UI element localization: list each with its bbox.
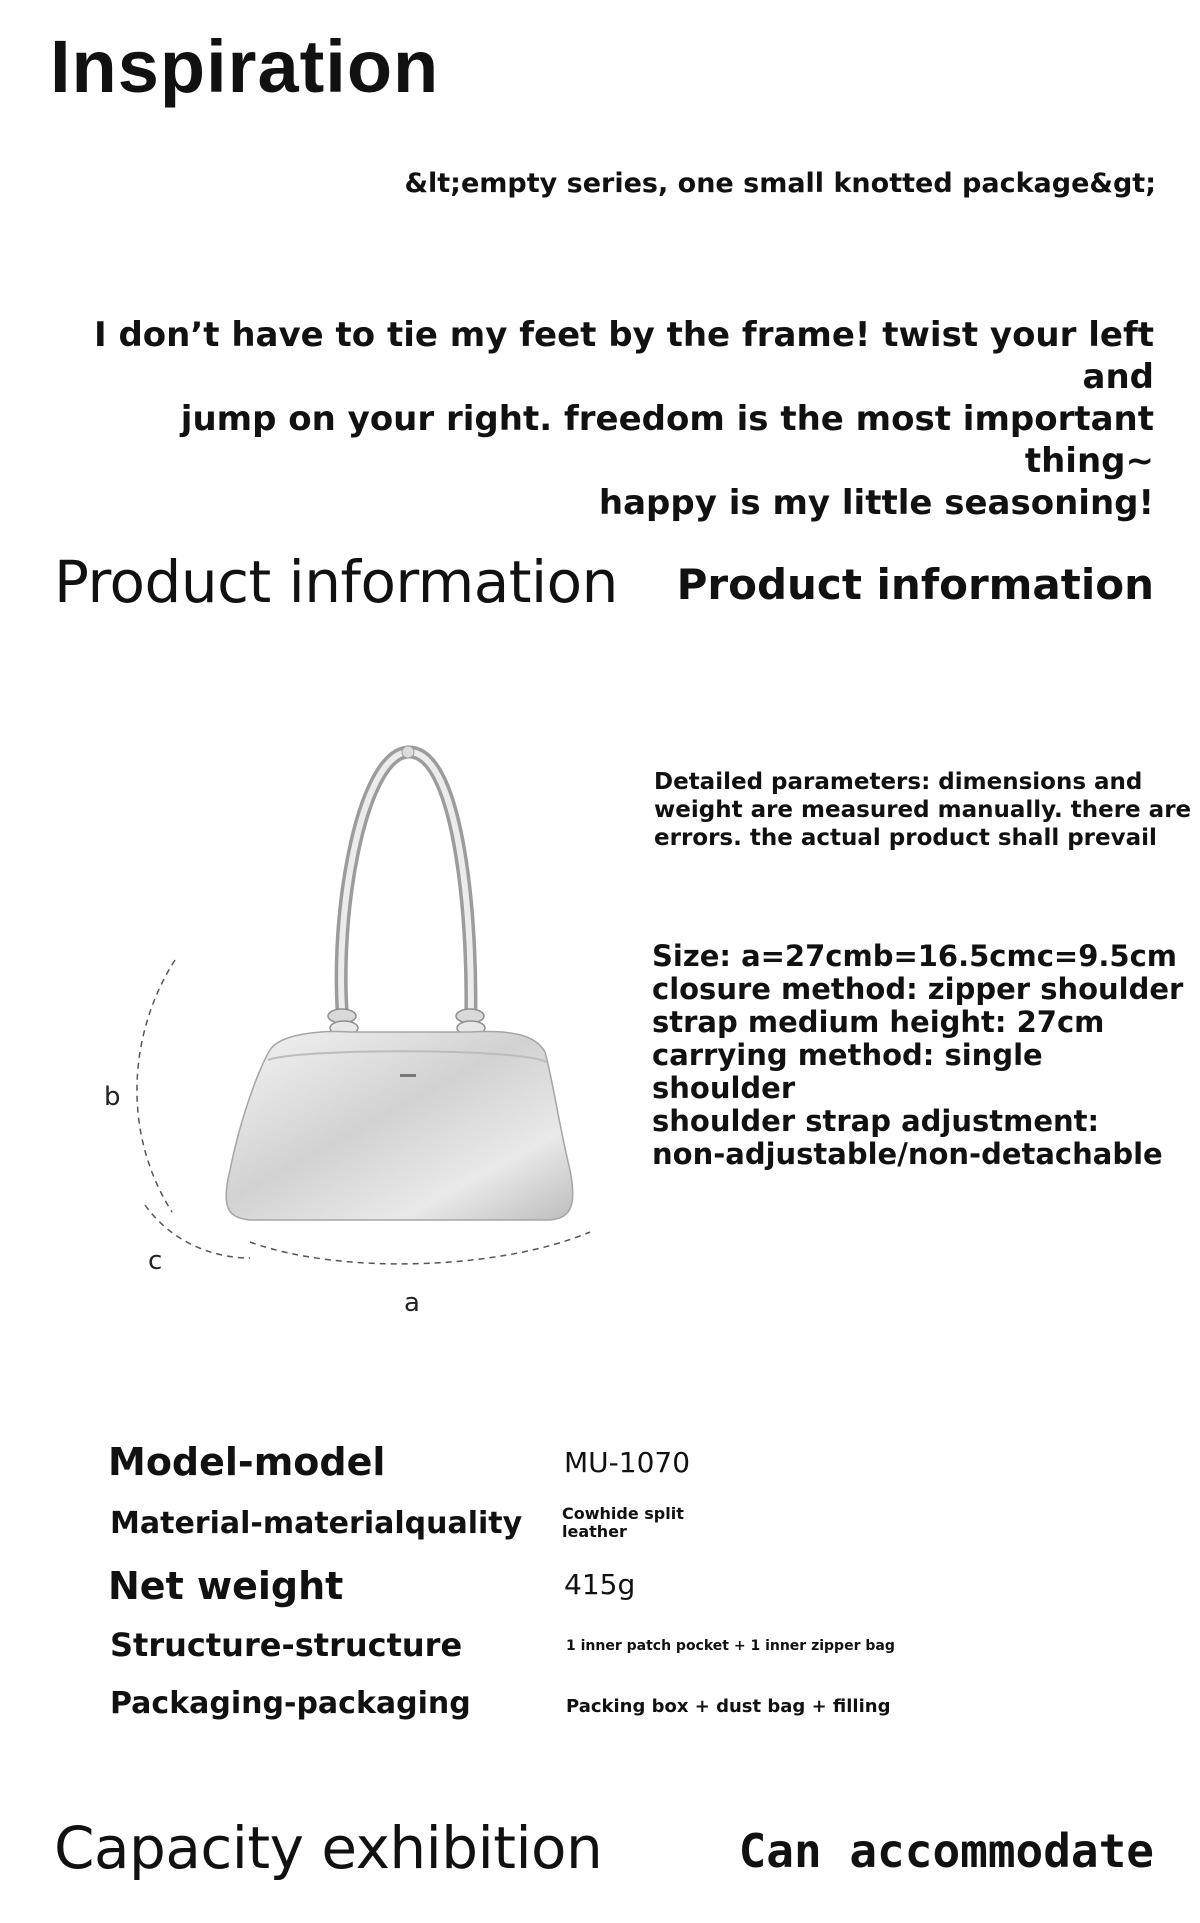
- dimension-label-b: b: [104, 1082, 121, 1112]
- size-line: carrying method: single shoulder: [652, 1038, 1043, 1105]
- dimension-arc-a: [250, 1232, 590, 1264]
- tagline-line: jump on your right. freedom is the most important thing~: [180, 399, 1154, 481]
- note-line: weight are measured manually. there are: [654, 797, 1192, 823]
- capacity-title-bold: Can accommodate: [738, 1824, 1154, 1878]
- size-line: non-adjustable/non-detachable: [652, 1137, 1163, 1171]
- spec-label-packaging: Packaging-packaging: [110, 1686, 471, 1721]
- material-value-line: leather: [562, 1522, 627, 1541]
- dimension-guides: [100, 940, 620, 1300]
- dimension-label-a: a: [404, 1288, 420, 1318]
- measurement-note: [654, 768, 1194, 852]
- dimension-label-c: c: [148, 1246, 163, 1276]
- spec-value-material: [562, 1505, 684, 1541]
- note-line: errors. the actual product shall prevail: [654, 825, 1157, 851]
- tagline-line: I don’t have to tie my feet by the frame! twist your left and: [93, 315, 1154, 397]
- spec-value-structure: 1 inner patch pocket + 1 inner zipper bag: [566, 1638, 895, 1654]
- dimension-arc-b: [137, 960, 175, 1212]
- spec-label-material: Material-materialquality: [110, 1506, 523, 1541]
- inspiration-quote: &lt;empty series, one small knotted package&gt;: [404, 168, 1156, 199]
- size-line: closure method: zipper shoulder: [652, 972, 1184, 1006]
- size-details: [652, 940, 1192, 1171]
- spec-value-packaging: Packing box + dust bag + filling: [566, 1696, 891, 1717]
- spec-value-model: MU-1070: [564, 1446, 691, 1479]
- product-info-title-light: Product information: [54, 548, 618, 616]
- spec-value-net-weight: 415g: [564, 1568, 636, 1601]
- inspiration-tagline: [54, 314, 1154, 524]
- note-line: Detailed parameters: dimensions and: [654, 769, 1143, 795]
- product-info-title-bold: Product information: [676, 560, 1154, 609]
- inspiration-title: Inspiration: [50, 25, 440, 108]
- size-line: Size: a=27cmb=16.5cmc=9.5cm: [652, 939, 1177, 973]
- material-value-line: Cowhide split: [562, 1504, 684, 1523]
- spec-label-net-weight: Net weight: [108, 1564, 344, 1608]
- spec-label-structure: Structure-structure: [110, 1626, 463, 1664]
- tagline-line: happy is my little seasoning!: [598, 483, 1154, 523]
- size-line: shoulder strap adjustment:: [652, 1104, 1100, 1138]
- capacity-title-light: Capacity exhibition: [54, 1814, 603, 1882]
- size-line: strap medium height: 27cm: [652, 1005, 1105, 1039]
- spec-label-model: Model-model: [108, 1440, 386, 1484]
